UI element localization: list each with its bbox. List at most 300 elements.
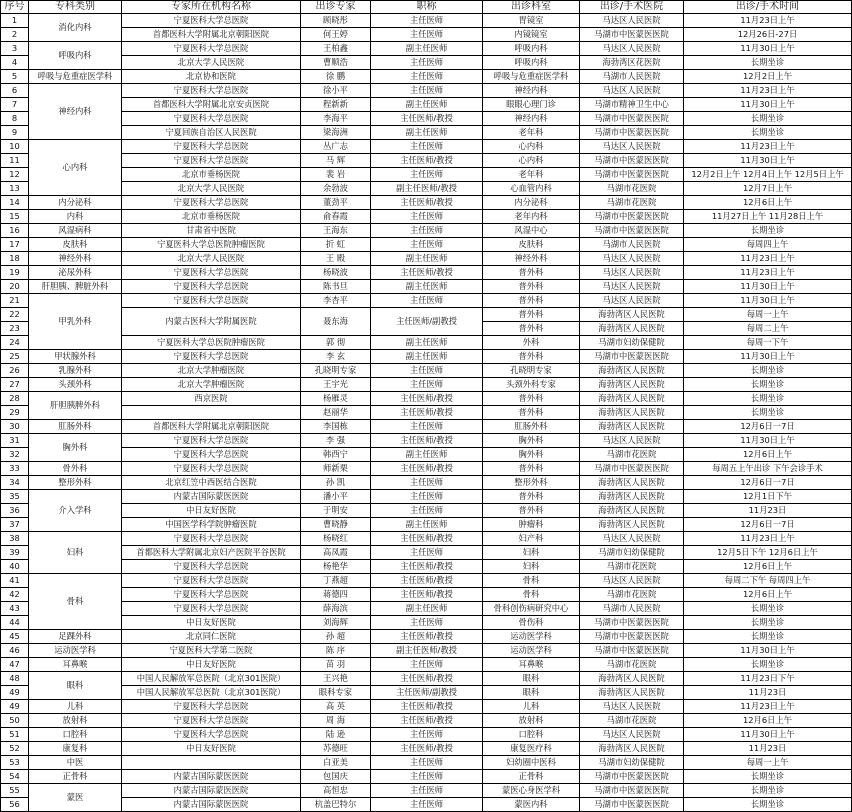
title-cell: 主任医师/教授 bbox=[371, 196, 483, 210]
doctor-cell: 杨晓波 bbox=[301, 266, 371, 280]
index-cell: 55 bbox=[1, 784, 29, 798]
index-cell: 47 bbox=[1, 658, 29, 672]
title-cell: 主任医师 bbox=[371, 798, 483, 812]
doctor-cell: 包国庆 bbox=[301, 770, 371, 784]
doctor-cell: 孔晓明专家 bbox=[301, 364, 371, 378]
time-cell: 长期坐诊 bbox=[684, 798, 852, 812]
org-cell: 宁夏医科大学总医院 bbox=[122, 602, 301, 616]
title-cell: 主任医师 bbox=[371, 770, 483, 784]
index-cell: 41 bbox=[1, 574, 29, 588]
header-cell: 出诊专家 bbox=[301, 1, 371, 14]
clinic-cell: 孔晓明专家 bbox=[483, 364, 580, 378]
doctor-cell: 曹顺浩 bbox=[301, 56, 371, 70]
title-cell: 主任医师 bbox=[371, 658, 483, 672]
index-cell: 45 bbox=[1, 630, 29, 644]
index-cell: 25 bbox=[1, 350, 29, 364]
table-row bbox=[1, 182, 852, 196]
hospital-cell: 海勃湾区人民医院 bbox=[580, 420, 684, 434]
org-cell: 宁夏回族自治区人民医院 bbox=[122, 126, 301, 140]
hospital-cell: 马湖市中医蒙医医院 bbox=[580, 154, 684, 168]
org-cell: 中日友好医院 bbox=[122, 616, 301, 630]
table-row bbox=[1, 462, 852, 476]
doctor-cell: 杨雁灵 bbox=[301, 392, 371, 406]
dept-cell: 内科 bbox=[29, 210, 122, 224]
table-row bbox=[1, 112, 852, 126]
org-cell: 北京市垂杨医院 bbox=[122, 168, 301, 182]
clinic-cell: 内分泌科 bbox=[483, 196, 580, 210]
index-cell: 16 bbox=[1, 224, 29, 238]
hospital-cell: 海勃湾区人民医院 bbox=[580, 322, 684, 336]
index-cell: 9 bbox=[1, 126, 29, 140]
clinic-cell: 普外科 bbox=[483, 280, 580, 294]
doctor-cell: 陈 序 bbox=[301, 644, 371, 658]
org-cell: 宁夏医科大学总医院 bbox=[122, 294, 301, 308]
clinic-cell: 皮肤科 bbox=[483, 238, 580, 252]
title-cell: 主任医师 bbox=[371, 294, 483, 308]
hospital-cell: 马达区人民医院 bbox=[580, 728, 684, 742]
hospital-cell: 马湖市中医蒙医医院 bbox=[580, 210, 684, 224]
table-row bbox=[1, 742, 852, 756]
table-row bbox=[1, 406, 852, 420]
title-cell: 主任医师/教授 bbox=[371, 574, 483, 588]
table-row bbox=[1, 364, 852, 378]
hospital-cell: 马达区人民医院 bbox=[580, 532, 684, 546]
hospital-cell: 马湖市中医蒙医医院 bbox=[580, 644, 684, 658]
doctor-cell: 孙 超 bbox=[301, 630, 371, 644]
title-cell: 主任医师/教授 bbox=[371, 406, 483, 420]
index-cell: 37 bbox=[1, 518, 29, 532]
table-row bbox=[1, 490, 852, 504]
org-cell: 宁夏医科大学总医院 bbox=[122, 280, 301, 294]
dept-cell: 内分泌科 bbox=[29, 196, 122, 210]
clinic-cell: 普外科 bbox=[483, 490, 580, 504]
table-row bbox=[1, 224, 852, 238]
title-cell: 主任医师 bbox=[371, 84, 483, 98]
table-row bbox=[1, 728, 852, 742]
org-cell: 内蒙古国际蒙医医院 bbox=[122, 770, 301, 784]
hospital-cell: 海勃湾区人民医院 bbox=[580, 364, 684, 378]
clinic-cell: 普外科 bbox=[483, 350, 580, 364]
clinic-cell: 蒙医内科 bbox=[483, 798, 580, 812]
title-cell: 主任医师/教授 bbox=[371, 630, 483, 644]
org-cell: 宁夏医科大学总医院 bbox=[122, 700, 301, 714]
table-row bbox=[1, 630, 852, 644]
hospital-cell: 马湖市中医蒙医医院 bbox=[580, 770, 684, 784]
time-cell: 11月23日上午 bbox=[684, 140, 852, 154]
doctor-cell: 白亚美 bbox=[301, 756, 371, 770]
index-cell: 35 bbox=[1, 490, 29, 504]
hospital-cell: 海勃湾区人民医院 bbox=[580, 378, 684, 392]
index-cell: 46 bbox=[1, 644, 29, 658]
index-cell: 11 bbox=[1, 154, 29, 168]
org-cell: 宁夏医科大学总医院 bbox=[122, 84, 301, 98]
time-cell: 每周一上午 bbox=[684, 308, 852, 322]
header-cell: 出诊科室 bbox=[483, 1, 580, 14]
table-row bbox=[1, 336, 852, 350]
dept-cell: 头颈外科 bbox=[29, 378, 122, 392]
doctor-cell: 李海平 bbox=[301, 112, 371, 126]
dept-cell: 介入学科 bbox=[29, 490, 122, 532]
dept-cell: 放射科 bbox=[29, 714, 122, 728]
doctor-cell: 丛广志 bbox=[301, 140, 371, 154]
index-cell: 49 bbox=[1, 686, 29, 700]
time-cell: 11月23日上午 bbox=[684, 266, 852, 280]
hospital-cell: 海勃湾区人民医院 bbox=[580, 686, 684, 700]
clinic-cell: 胸外科 bbox=[483, 448, 580, 462]
org-cell: 宁夏医科大学总医院 bbox=[122, 588, 301, 602]
hospital-cell: 海勃湾区人民医院 bbox=[580, 742, 684, 756]
index-cell: 17 bbox=[1, 238, 29, 252]
header-cell: 专家所在机构名称 bbox=[122, 1, 301, 14]
org-cell: 宁夏医科大学第二医院 bbox=[122, 644, 301, 658]
clinic-cell: 胸外科 bbox=[483, 434, 580, 448]
doctor-cell: 眼科专家 bbox=[301, 686, 371, 700]
org-cell: 甘肃省中医院 bbox=[122, 224, 301, 238]
hospital-cell: 马湖市花医院 bbox=[580, 658, 684, 672]
time-cell: 长期坐诊 bbox=[684, 616, 852, 630]
org-cell: 内蒙古国际蒙医医院 bbox=[122, 798, 301, 812]
hospital-cell: 马达区人民医院 bbox=[580, 14, 684, 28]
doctor-cell: 刘海辉 bbox=[301, 616, 371, 630]
clinic-cell: 耳鼻喉 bbox=[483, 658, 580, 672]
doctor-cell: 曹晓静 bbox=[301, 518, 371, 532]
hospital-cell: 马湖市花医院 bbox=[580, 560, 684, 574]
doctor-cell: 聂东海 bbox=[301, 308, 371, 336]
clinic-cell: 整形外科 bbox=[483, 476, 580, 490]
clinic-cell: 内镜镜室 bbox=[483, 28, 580, 42]
index-cell: 13 bbox=[1, 182, 29, 196]
index-cell: 43 bbox=[1, 602, 29, 616]
table-row bbox=[1, 308, 852, 322]
clinic-cell: 心内科 bbox=[483, 154, 580, 168]
org-cell: 内蒙古国际蒙医医院 bbox=[122, 784, 301, 798]
doctor-cell: 薛海滨 bbox=[301, 602, 371, 616]
dept-cell: 骨外科 bbox=[29, 462, 122, 476]
org-cell: 首都医科大学附属北京朝阳医院 bbox=[122, 420, 301, 434]
time-cell: 长期坐诊 bbox=[684, 224, 852, 238]
clinic-cell: 肿瘤科 bbox=[483, 518, 580, 532]
index-cell: 6 bbox=[1, 84, 29, 98]
doctor-cell: 高凤霞 bbox=[301, 546, 371, 560]
org-cell: 宁夏医科大学总医院 bbox=[122, 434, 301, 448]
table-row bbox=[1, 378, 852, 392]
clinic-cell: 呼吸内科 bbox=[483, 56, 580, 70]
time-cell: 12月6日上午 bbox=[684, 448, 852, 462]
table-row bbox=[1, 770, 852, 784]
table-row bbox=[1, 210, 852, 224]
index-cell: 4 bbox=[1, 56, 29, 70]
index-cell: 42 bbox=[1, 588, 29, 602]
index-cell: 36 bbox=[1, 504, 29, 518]
time-cell: 11月30日上午 bbox=[684, 644, 852, 658]
doctor-cell: 王宇光 bbox=[301, 378, 371, 392]
time-cell: 11月23日下午 bbox=[684, 672, 852, 686]
org-cell: 宁夏医科大学总医院 bbox=[122, 714, 301, 728]
table-row bbox=[1, 504, 852, 518]
table-row bbox=[1, 252, 852, 266]
doctor-cell: 王柏鑫 bbox=[301, 42, 371, 56]
index-cell: 5 bbox=[1, 70, 29, 84]
org-cell bbox=[122, 406, 301, 420]
index-cell: 20 bbox=[1, 280, 29, 294]
title-cell: 主任医师/教授 bbox=[371, 392, 483, 406]
doctor-cell: 周 海 bbox=[301, 714, 371, 728]
title-cell: 主任医师/教授 bbox=[371, 560, 483, 574]
title-cell: 主任医师 bbox=[371, 168, 483, 182]
title-cell: 副主任医师 bbox=[371, 280, 483, 294]
org-cell: 中国人民解放军总医院（北京301医院） bbox=[122, 672, 301, 686]
title-cell: 副主任医师 bbox=[371, 350, 483, 364]
title-cell: 主任医师 bbox=[371, 28, 483, 42]
title-cell: 副主任医师 bbox=[371, 42, 483, 56]
time-cell: 12月6日一7日 bbox=[684, 518, 852, 532]
table-row bbox=[1, 392, 852, 406]
hospital-cell: 马湖市中医蒙医医院 bbox=[580, 350, 684, 364]
clinic-cell: 儿科 bbox=[483, 700, 580, 714]
time-cell: 12月6日上午 bbox=[684, 714, 852, 728]
org-cell: 宁夏医科大学总医院 bbox=[122, 728, 301, 742]
org-cell: 宁夏医科大学总医院 bbox=[122, 448, 301, 462]
doctor-cell: 于明安 bbox=[301, 504, 371, 518]
hospital-cell: 海勃湾区人民医院 bbox=[580, 476, 684, 490]
title-cell: 主任医师/教授 bbox=[371, 532, 483, 546]
title-cell: 主任医师 bbox=[371, 476, 483, 490]
clinic-cell: 骨科 bbox=[483, 588, 580, 602]
time-cell: 长期坐诊 bbox=[684, 406, 852, 420]
org-cell: 宁夏医科大学总医院 bbox=[122, 350, 301, 364]
title-cell: 主任医师 bbox=[371, 238, 483, 252]
table-row bbox=[1, 350, 852, 364]
clinic-cell: 运动医学科 bbox=[483, 644, 580, 658]
org-cell: 宁夏医科大学总医院 bbox=[122, 462, 301, 476]
clinic-cell: 妇科 bbox=[483, 546, 580, 560]
title-cell: 主任医师/教授 bbox=[371, 462, 483, 476]
clinic-cell: 骨伤科 bbox=[483, 616, 580, 630]
time-cell: 11月30日上午 bbox=[684, 98, 852, 112]
table-row bbox=[1, 238, 852, 252]
table-row bbox=[1, 546, 852, 560]
title-cell: 主任医师 bbox=[371, 490, 483, 504]
time-cell: 12月6日上午 bbox=[684, 560, 852, 574]
table-row bbox=[1, 42, 852, 56]
dept-cell: 儿科 bbox=[29, 700, 122, 714]
time-cell: 11月23日上午 bbox=[684, 532, 852, 546]
hospital-cell: 马湖市中医蒙医医院 bbox=[580, 630, 684, 644]
hospital-cell: 海勃湾区人民医院 bbox=[580, 392, 684, 406]
index-cell: 38 bbox=[1, 532, 29, 546]
org-cell: 北京大学人民医院 bbox=[122, 252, 301, 266]
index-cell: 27 bbox=[1, 378, 29, 392]
doctor-cell: 折 虹 bbox=[301, 238, 371, 252]
index-cell: 30 bbox=[1, 420, 29, 434]
dept-cell: 神经外科 bbox=[29, 252, 122, 266]
dept-cell: 神经内科 bbox=[29, 84, 122, 140]
table-row bbox=[1, 518, 852, 532]
table-row bbox=[1, 14, 852, 28]
org-cell: 中日友好医院 bbox=[122, 504, 301, 518]
hospital-cell: 马湖市人民医院 bbox=[580, 602, 684, 616]
clinic-cell: 老年科 bbox=[483, 126, 580, 140]
time-cell: 长期坐诊 bbox=[684, 630, 852, 644]
title-cell: 主任医师 bbox=[371, 616, 483, 630]
time-cell: 11月23日 bbox=[684, 686, 852, 700]
title-cell: 主任医师 bbox=[371, 210, 483, 224]
hospital-cell: 海勃湾区人民医院 bbox=[580, 504, 684, 518]
index-cell: 24 bbox=[1, 336, 29, 350]
table-row bbox=[1, 70, 852, 84]
clinic-cell: 放射科 bbox=[483, 714, 580, 728]
org-cell: 内蒙古医科大学附属医院 bbox=[122, 308, 301, 336]
org-cell: 中日友好医院 bbox=[122, 658, 301, 672]
table-row bbox=[1, 602, 852, 616]
org-cell: 宁夏医科大学总医院 bbox=[122, 154, 301, 168]
org-cell: 宁夏医科大学总医院肿瘤医院 bbox=[122, 336, 301, 350]
clinic-cell: 呼吸与危重症医学科 bbox=[483, 70, 580, 84]
title-cell: 主任医师/教授 bbox=[371, 112, 483, 126]
org-cell: 北京同仁医院 bbox=[122, 630, 301, 644]
dept-cell: 蒙医 bbox=[29, 784, 122, 812]
title-cell: 副主任医师 bbox=[371, 518, 483, 532]
title-cell: 主任医师 bbox=[371, 14, 483, 28]
time-cell: 11月30日上午 bbox=[684, 154, 852, 168]
hospital-cell: 马达区人民医院 bbox=[580, 266, 684, 280]
clinic-cell: 运动医学科 bbox=[483, 630, 580, 644]
clinic-cell: 骨科 bbox=[483, 574, 580, 588]
time-cell: 长期坐诊 bbox=[684, 658, 852, 672]
time-cell: 11月27日上午 11月28日上午 bbox=[684, 210, 852, 224]
table-row bbox=[1, 154, 852, 168]
dept-cell: 骨科 bbox=[29, 574, 122, 630]
time-cell: 长期坐诊 bbox=[684, 784, 852, 798]
header-cell: 专科类别 bbox=[29, 1, 122, 14]
doctor-cell: 余勃波 bbox=[301, 182, 371, 196]
time-cell: 每周五上午出诊 下午会诊手术 bbox=[684, 462, 852, 476]
doctor-cell: 董劲平 bbox=[301, 196, 371, 210]
title-cell: 副主任医师/教授 bbox=[371, 644, 483, 658]
title-cell: 主任医师 bbox=[371, 224, 483, 238]
table-row bbox=[1, 798, 852, 812]
org-cell: 宁夏医科大学总医院 bbox=[122, 196, 301, 210]
dept-cell: 呼吸内科 bbox=[29, 42, 122, 70]
time-cell: 12月6日上午 bbox=[684, 588, 852, 602]
hospital-cell: 马湖市精神卫生中心 bbox=[580, 98, 684, 112]
doctor-cell: 顾晓彤 bbox=[301, 14, 371, 28]
index-cell: 49 bbox=[1, 700, 29, 714]
time-cell: 长期坐诊 bbox=[684, 112, 852, 126]
dept-cell: 整形外科 bbox=[29, 476, 122, 490]
time-cell: 每周一上午 bbox=[684, 756, 852, 770]
time-cell: 长期坐诊 bbox=[684, 392, 852, 406]
org-cell: 宁夏医科大学总医院肿瘤医院 bbox=[122, 238, 301, 252]
hospital-cell: 海勃湾区花医院 bbox=[580, 56, 684, 70]
clinic-cell: 眼眼心理门诊 bbox=[483, 98, 580, 112]
time-cell: 每周四上午 bbox=[684, 238, 852, 252]
title-cell: 主任医师/教授 bbox=[371, 714, 483, 728]
title-cell: 主任医师 bbox=[371, 378, 483, 392]
org-cell: 宁夏医科大学总医院 bbox=[122, 560, 301, 574]
dept-cell: 胸外科 bbox=[29, 434, 122, 462]
hospital-cell: 马湖市中医蒙医医院 bbox=[580, 112, 684, 126]
table-row bbox=[1, 476, 852, 490]
table-row bbox=[1, 588, 852, 602]
clinic-cell: 普外科 bbox=[483, 504, 580, 518]
time-cell: 11月23日上午 bbox=[684, 14, 852, 28]
doctor-cell: 韩西宁 bbox=[301, 448, 371, 462]
index-cell: 8 bbox=[1, 112, 29, 126]
org-cell: 北京市垂杨医院 bbox=[122, 210, 301, 224]
org-cell: 宁夏医科大学总医院 bbox=[122, 42, 301, 56]
table-row bbox=[1, 686, 852, 700]
clinic-cell: 普外科 bbox=[483, 266, 580, 280]
title-cell: 主任医师/教授 bbox=[371, 742, 483, 756]
table-row bbox=[1, 196, 852, 210]
table-row bbox=[1, 28, 852, 42]
org-cell: 首都医科大学附属北京安贞医院 bbox=[122, 98, 301, 112]
hospital-cell: 马湖市中医蒙医医院 bbox=[580, 126, 684, 140]
doctor-cell: 潘小平 bbox=[301, 490, 371, 504]
doctor-cell: 徐 鹏 bbox=[301, 70, 371, 84]
clinic-cell: 老年内科 bbox=[483, 210, 580, 224]
hospital-cell: 马湖市中医蒙医医院 bbox=[580, 28, 684, 42]
doctor-cell: 程新新 bbox=[301, 98, 371, 112]
table-row bbox=[1, 532, 852, 546]
index-cell: 54 bbox=[1, 770, 29, 784]
hospital-cell: 马湖市妇幼保健院 bbox=[580, 756, 684, 770]
hospital-cell: 马湖市中医蒙医医院 bbox=[580, 784, 684, 798]
doctor-cell: 马 辉 bbox=[301, 154, 371, 168]
hospital-cell: 马达区人民医院 bbox=[580, 574, 684, 588]
time-cell: 长期坐诊 bbox=[684, 56, 852, 70]
clinic-cell: 头颈外科专家 bbox=[483, 378, 580, 392]
time-cell: 长期坐诊 bbox=[684, 378, 852, 392]
hospital-cell: 马达区人民医院 bbox=[580, 42, 684, 56]
hospital-cell: 马湖市花医院 bbox=[580, 714, 684, 728]
time-cell: 11月30日上午 bbox=[684, 350, 852, 364]
table-row bbox=[1, 672, 852, 686]
time-cell: 12月2日上午 12月4日上午 12月5日上午 bbox=[684, 168, 852, 182]
index-cell: 18 bbox=[1, 252, 29, 266]
hospital-cell: 马湖市中医蒙医医院 bbox=[580, 798, 684, 812]
title-cell: 副主任医师 bbox=[371, 336, 483, 350]
org-cell: 首都医科大学附属北京朝阳医院 bbox=[122, 28, 301, 42]
org-cell: 北京红笠中西医结合医院 bbox=[122, 476, 301, 490]
title-cell: 副主任医师 bbox=[371, 126, 483, 140]
index-cell: 40 bbox=[1, 560, 29, 574]
clinic-cell: 胃镜室 bbox=[483, 14, 580, 28]
table-row bbox=[1, 294, 852, 308]
time-cell: 长期坐诊 bbox=[684, 126, 852, 140]
dept-cell: 甲状腺外科 bbox=[29, 350, 122, 364]
index-cell: 2 bbox=[1, 28, 29, 42]
clinic-cell: 心血管内科 bbox=[483, 182, 580, 196]
time-cell: 11月30日上午 bbox=[684, 728, 852, 742]
title-cell: 主任医师/教授 bbox=[371, 154, 483, 168]
time-cell: 每周二上午 bbox=[684, 322, 852, 336]
table-row bbox=[1, 280, 852, 294]
index-cell: 21 bbox=[1, 294, 29, 308]
clinic-cell: 普外科 bbox=[483, 308, 580, 322]
title-cell: 主任医师 bbox=[371, 756, 483, 770]
hospital-cell: 海勃湾区人民医院 bbox=[580, 490, 684, 504]
time-cell: 11月30日上午 bbox=[684, 42, 852, 56]
time-cell: 11月23日上午 bbox=[684, 252, 852, 266]
title-cell: 主任医师/教授 bbox=[371, 434, 483, 448]
dept-cell: 甲乳外科 bbox=[29, 294, 122, 350]
title-cell: 主任医师 bbox=[371, 784, 483, 798]
title-cell: 主任医师 bbox=[371, 56, 483, 70]
clinic-cell: 妇产科 bbox=[483, 532, 580, 546]
hospital-cell: 马达区人民医院 bbox=[580, 434, 684, 448]
